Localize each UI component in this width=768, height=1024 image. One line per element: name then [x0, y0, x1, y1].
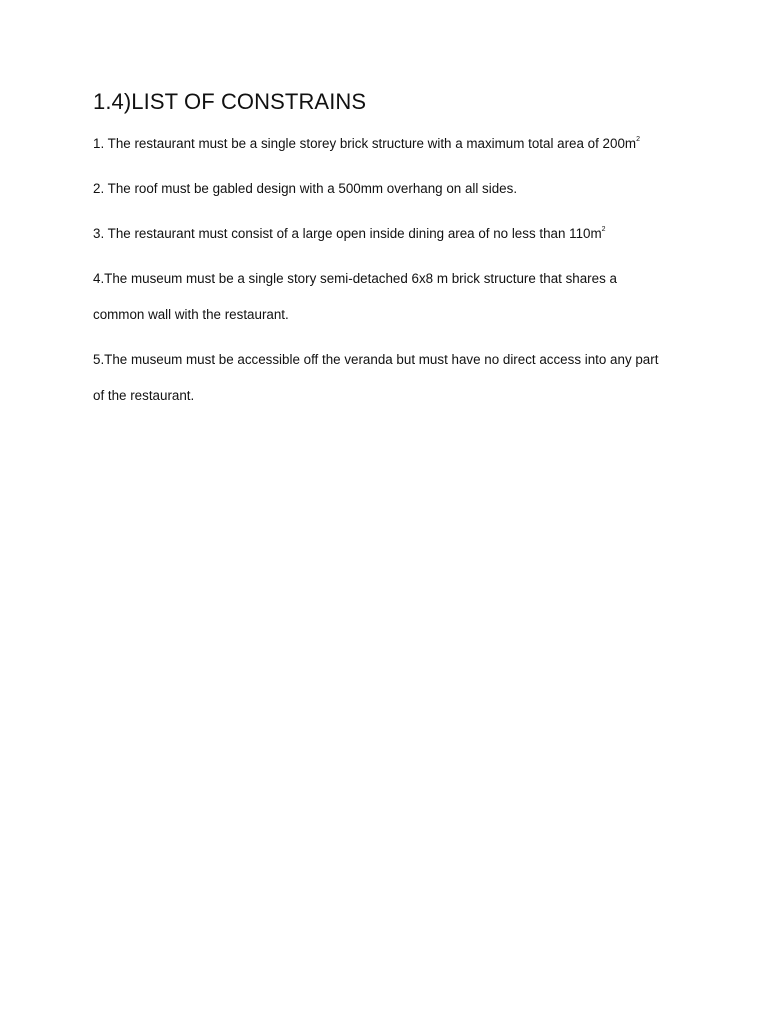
document-body — [93, 86, 693, 423]
constraint-item-1 — [93, 126, 693, 162]
constraint-text: 2. The roof must be gabled design with a 500mm overhang on all sides. — [93, 181, 518, 196]
constraint-item-5 — [93, 342, 668, 414]
constraint-text: 3. The restaurant must consist of a large open inside dining area of no less than 110m — [93, 226, 602, 241]
superscript: 2 — [636, 136, 640, 143]
constraint-item-4 — [93, 261, 658, 333]
constraint-text: 1. The restaurant must be a single storey brick structure with a maximum total area of 200m — [93, 136, 637, 151]
section-heading: 1.4)LIST OF CONSTRAINS — [93, 89, 367, 114]
constraint-item-2 — [93, 171, 693, 207]
constraint-text: 4.The museum must be a single story semi-detached 6x8 m brick structure that shares a common wall with the restaurant. — [93, 271, 617, 322]
superscript: 2 — [601, 226, 606, 233]
constraint-text: 5.The museum must be accessible off the veranda but must have no direct access into any part of the restaurant. — [93, 352, 659, 403]
constraint-item-3 — [93, 216, 693, 252]
